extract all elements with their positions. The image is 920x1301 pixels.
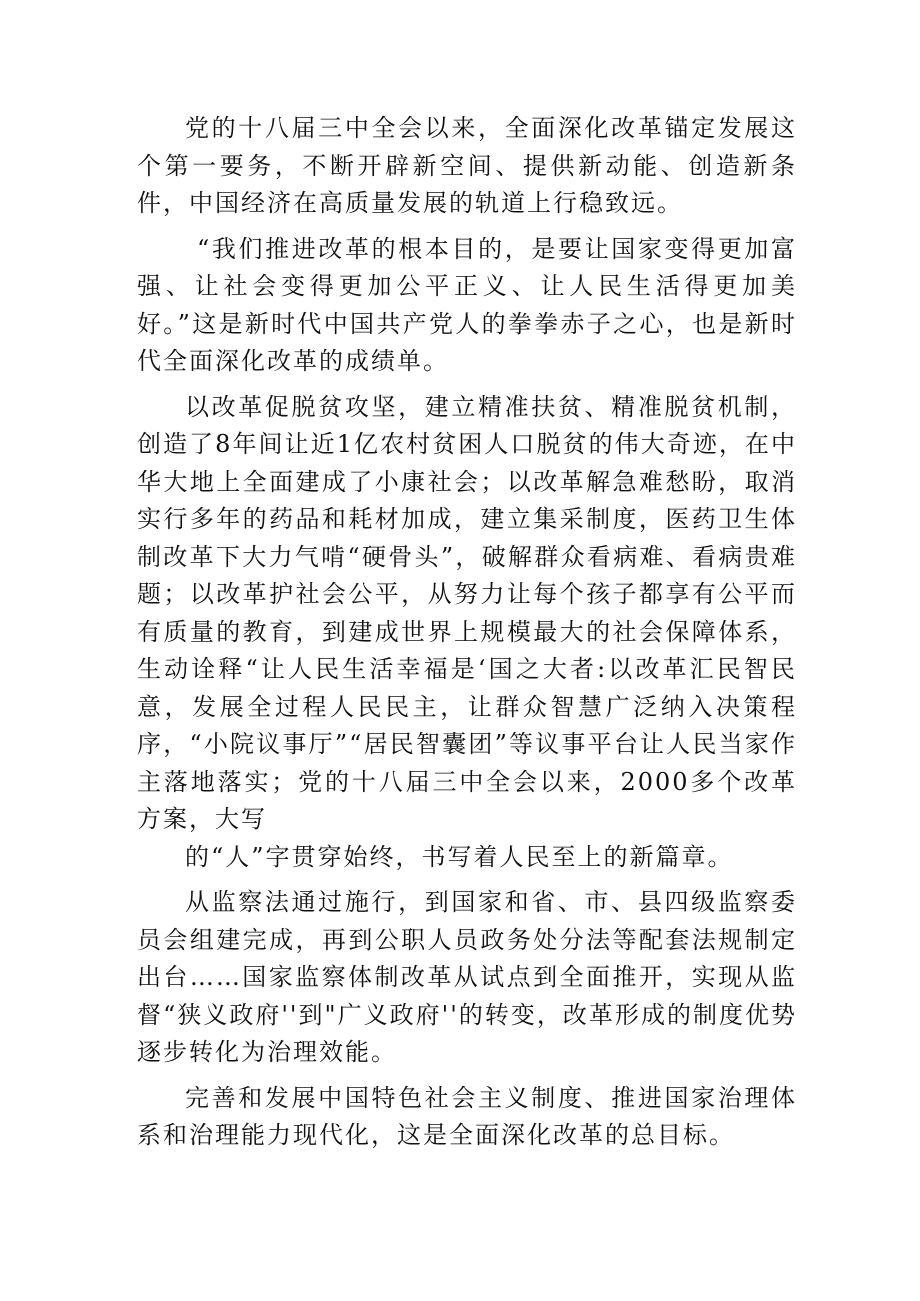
paragraph-3: 以改革促脱贫攻坚，建立精准扶贫、精准脱贫机制，创造了8年间让近1亿农村贫困人口脱贫的伟大奇迹，在中华大地上全面建成了小康社会；以改革解急难愁盼，取消实行多年的药品和耗材加成，建立集采制度，医药卫生体制改革下大力气啃“硬骨头”，破解群众看病难、看病贵难题；以改革护社会公平，从努力让每个孩子都享有公平而有质量的教育，到建成世界上规模最大的社会保障体系，生动诠释“让人民生活幸福是‘国之大者:以改革汇民智民意，发展全过程人民民主，让群众智慧广泛纳入决策程序，“小院议事厅”“居民智囊团”等议事平台让人民当家作主落地落实；党的十八届三中全会以来，2000多个改革方案，大写 <box>137 392 797 833</box>
paragraph-4: 从监察法通过施行，到国家和省、市、县四级监察委员会组建完成，再到公职人员政务处分法等配套法规制定出台……国家监察体制改革从试点到全面推开，实现从监督“狭义政府''到"广义政府''的转变，改革形成的制度优势逐步转化为治理效能。 <box>137 888 797 1066</box>
document-body <box>137 110 797 1163</box>
paragraph-1: 党的十八届三中全会以来，全面深化改革锚定发展这个第一要务，不断开辟新空间、提供新动能、创造新条件，中国经济在高质量发展的轨道上行稳致远。 <box>137 114 797 217</box>
paragraph-5: 完善和发展中国特色社会主义制度、推进国家治理体系和治理能力现代化，这是全面深化改革的总目标。 <box>137 1083 797 1149</box>
paragraph-3-continuation: 的“人”字贯穿始终，书写着人民至上的新篇章。 <box>185 842 734 871</box>
paragraph-2: “我们推进改革的根本目的，是要让国家变得更加富强、让社会变得更加公平正义、让人民生活得更加美好。”这是新时代中国共产党人的拳拳赤子之心，也是新时代全面深化改革的成绩单。 <box>137 234 797 375</box>
